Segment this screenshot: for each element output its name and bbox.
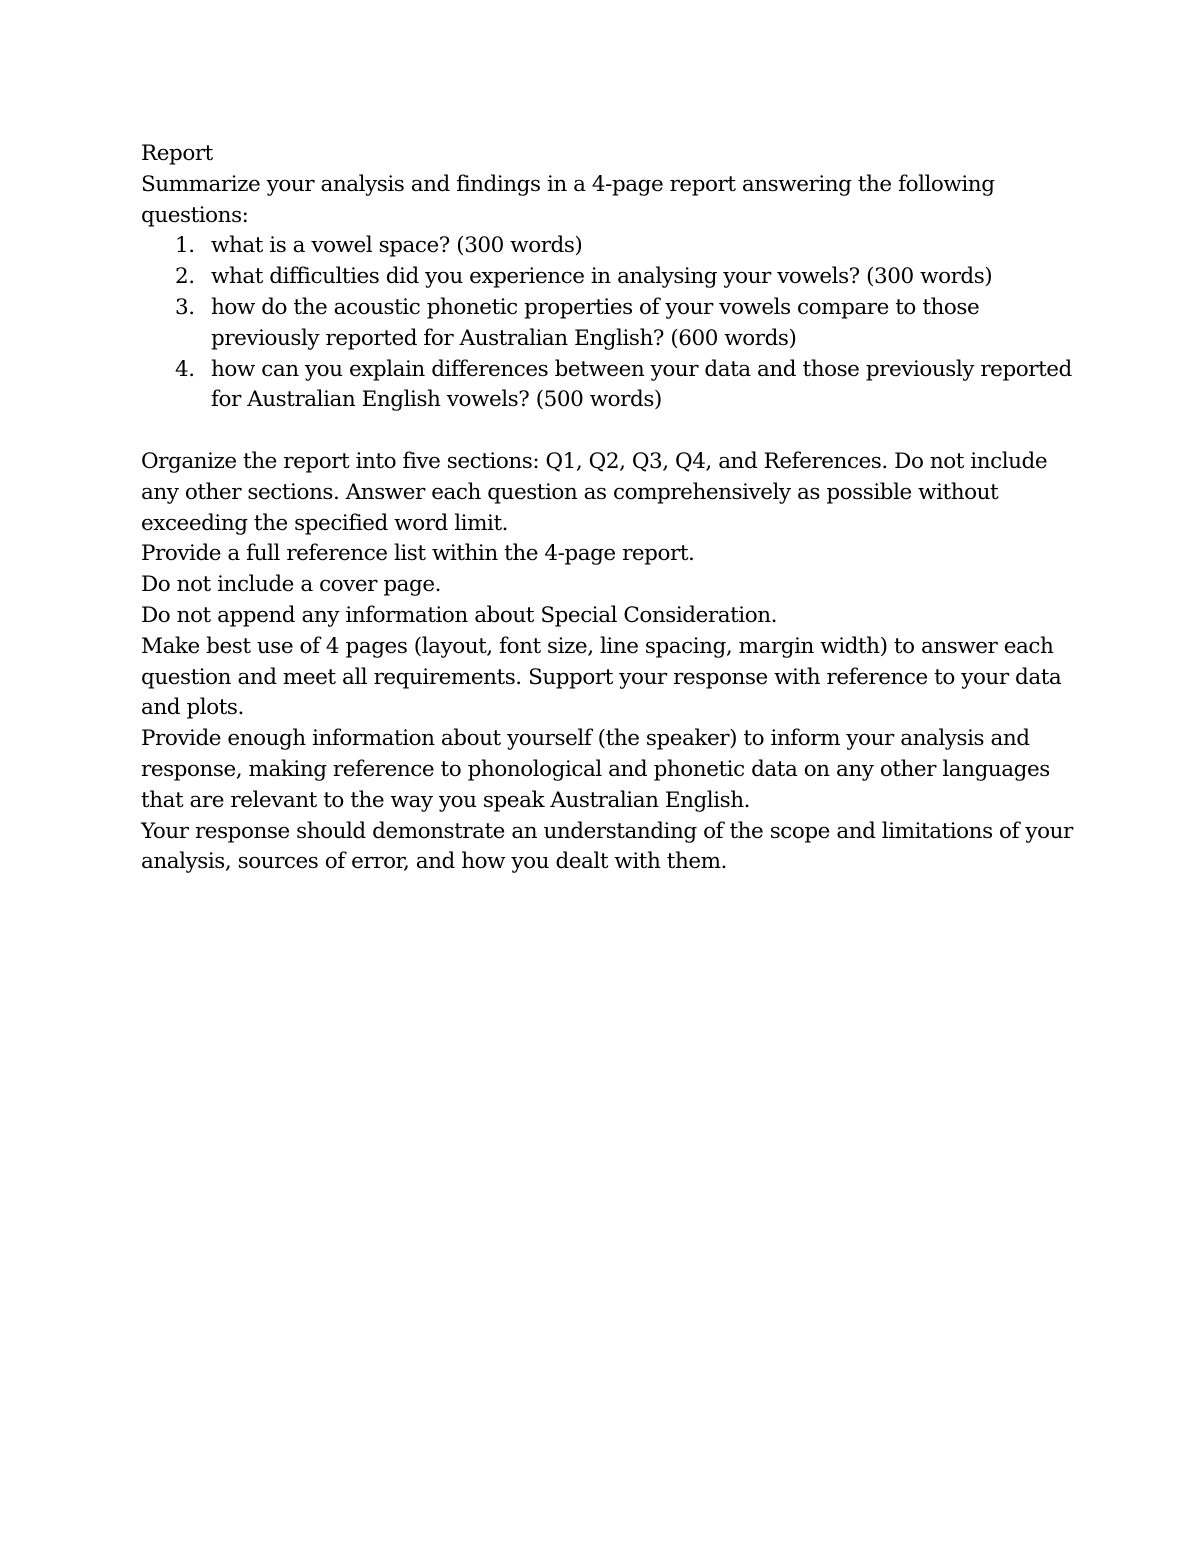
- question-item: [141, 231, 1076, 262]
- instruction-paragraph: Your response should demonstrate an understanding of the scope and limitations of your analysis, sources of error, and how you dealt with them.: [141, 818, 1073, 875]
- question-item: [141, 293, 1076, 355]
- question-number: 3.: [175, 294, 195, 320]
- question-number: 2.: [175, 264, 195, 290]
- instruction-paragraph: Organize the report into five sections: Q1, Q2, Q3, Q4, and References. Do not include any other sections. Answer each question as comprehensively as possible without exceeding the specified word limit.: [141, 448, 1048, 536]
- question-item: [141, 355, 1076, 417]
- question-text: how can you explain differences between your data and those previously reported for Australian English vowels? (500 words): [211, 356, 1072, 413]
- question-text: what is a vowel space? (300 words): [211, 233, 583, 259]
- report-intro: Summarize your analysis and findings in a 4-page report answering the following questions:: [141, 171, 995, 228]
- question-number: 4.: [175, 356, 195, 382]
- document-body: [141, 139, 1076, 878]
- question-text: how do the acoustic phonetic properties of your vowels compare to those previously reported for Australian English? (600 words): [211, 294, 980, 351]
- instruction-paragraph: Make best use of 4 pages (layout, font size, line spacing, margin width) to answer each question and meet all requirements. Support your response with reference to your data and plots.: [141, 633, 1062, 721]
- question-item: [141, 262, 1076, 293]
- paragraph-gap: [141, 416, 1076, 447]
- question-number: 1.: [175, 233, 195, 259]
- instruction-paragraph: Do not include a cover page.: [141, 572, 442, 598]
- question-list: [141, 231, 1076, 416]
- instruction-paragraph: Provide a full reference list within the 4-page report.: [141, 541, 695, 567]
- question-text: what difficulties did you experience in analysing your vowels? (300 words): [211, 264, 993, 290]
- report-heading: Report: [141, 141, 213, 166]
- instruction-paragraph: Do not append any information about Special Consideration.: [141, 602, 777, 628]
- instruction-paragraph: Provide enough information about yourself (the speaker) to inform your analysis and response, making reference to phonological and phonetic data on any other languages that are relevant to the way you speak Australian English.: [141, 726, 1050, 813]
